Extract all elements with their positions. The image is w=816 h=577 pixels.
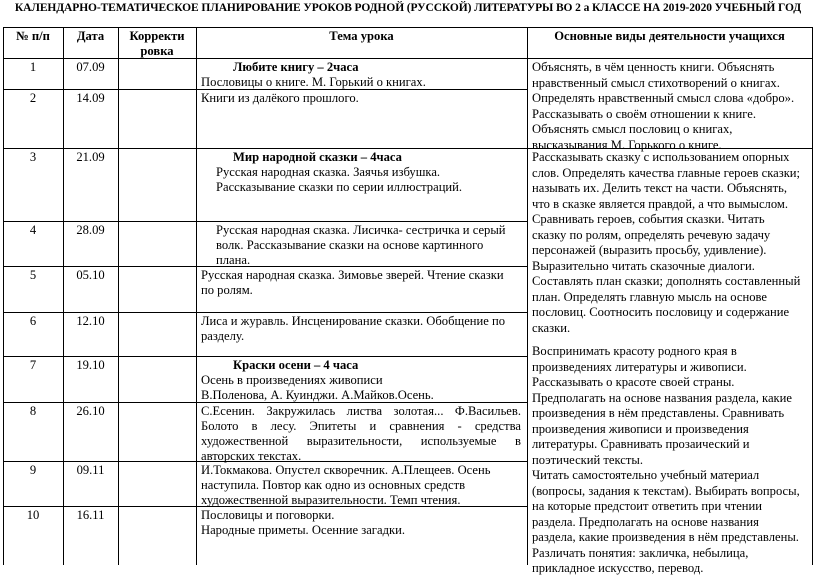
activity-line: Предполагать на основе названия раздела, какие xyxy=(532,390,792,405)
header-activity: Основные виды деятельности учащихся xyxy=(554,29,785,43)
activity-line: что в сказке является правдой, а что вымыслом. xyxy=(532,196,789,211)
row-date: 19.10 xyxy=(76,358,105,372)
activity-block-1 xyxy=(532,60,812,153)
row-date: 28.09 xyxy=(76,223,105,237)
activity-line: произведениях литературы и живописи. xyxy=(532,359,747,374)
topic-line: художественной выразительности. Темп чтения. xyxy=(201,493,461,507)
topic-line: Лиса и журавль. Инсценирование сказки. Обобщение по xyxy=(201,314,506,328)
section-heading: Любите книгу – 2часа xyxy=(233,60,359,74)
row-date: 12.10 xyxy=(76,314,105,328)
activity-line: сказку по ролям, определять речевую задачу xyxy=(532,227,771,242)
activity-line: поэтический тексты. xyxy=(532,452,644,467)
row-date: 26.10 xyxy=(76,404,105,418)
activity-line: называть их. Делить текст на части. Объяснять, xyxy=(532,181,787,195)
activity-line: Объяснять, в чём ценность книги. Объяснять xyxy=(532,60,775,74)
row-date: 16.11 xyxy=(76,508,105,522)
row-num: 5 xyxy=(29,268,37,282)
topic-line: С.Есенин. Закружилась листва золотая... Ф.Васильев. xyxy=(201,404,521,418)
header-date: Дата xyxy=(76,29,105,43)
topic-line: по ролям. xyxy=(201,283,253,297)
activity-line: нравственный смысл стихотворений о книгах. xyxy=(532,75,780,90)
topic-line: Болото в лесу. Эпитеты и сравнения - средства xyxy=(201,419,521,433)
row-num: 2 xyxy=(29,91,37,105)
row-num: 3 xyxy=(29,150,37,164)
row-date: 07.09 xyxy=(76,60,105,74)
activity-line: план. Определять главную мысль на основе xyxy=(532,289,767,304)
activity-line: Рассказывать о своём отношении к книге. xyxy=(532,106,756,121)
activity-line: Воспринимать красоту родного края в xyxy=(532,344,737,358)
row-num: 9 xyxy=(29,463,37,477)
activity-line: на которые предстоит ответить при чтении xyxy=(532,499,763,513)
activity-line: прикладное искусство, перевод. xyxy=(532,561,704,575)
page-title: КАЛЕНДАРНО-ТЕМАТИЧЕСКОЕ ПЛАНИРОВАНИЕ УРОКОВ РОДНОЙ (РУССКОЙ) ЛИТЕРАТУРЫ ВО 2 а КЛАССЕ НА 2019-2020 УЧЕБНЫЙ ГОД xyxy=(14,2,802,14)
topic-line: Книги из далёкого прошлого. xyxy=(201,91,359,105)
topic-line: Пословицы о книге. М. Горький о книгах. xyxy=(201,75,426,89)
section-heading: Краски осени – 4 часа xyxy=(233,358,359,372)
topic-line: Рассказывание сказки по серии иллюстраций. xyxy=(216,180,463,194)
activity-line: Рассказывать о красоте своей страны. xyxy=(532,375,735,389)
topic-line: Русская народная сказка. Зимовье зверей. Чтение сказки xyxy=(201,268,504,282)
activity-line: персонажей (выразить просьбу, удивление). xyxy=(532,243,767,257)
topic-line: И.Токмакова. Опустел скворечник. А.Плещеев. Осень xyxy=(201,463,491,477)
header-correction-line2: ровка xyxy=(140,44,174,58)
row-num: 8 xyxy=(29,404,37,418)
topic-line: Русская народная сказка. Лисичка- сестричка и серый xyxy=(216,223,506,237)
activity-line: слов. Определять качества главные героев сказки; xyxy=(532,165,801,180)
topic-line: Русская народная сказка. Заячья избушка. xyxy=(216,165,441,179)
topic-line: волк. Рассказывание сказки на основе картинного xyxy=(216,238,484,252)
topic-line: авторских текстах. xyxy=(201,449,302,463)
header-num: № п/п xyxy=(16,29,50,43)
topic-line: наступила. Повтор как одно из основных средств xyxy=(201,478,466,492)
activity-line: Читать самостоятельно учебный материал xyxy=(532,468,760,482)
activity-block-3 xyxy=(532,344,812,577)
activity-line: пословиц. Соотносить пословицу и содержание xyxy=(532,305,790,319)
row-num: 1 xyxy=(29,60,37,74)
activity-line: высказывания М. Горького о книге. xyxy=(532,137,722,152)
row-date: 14.09 xyxy=(76,91,105,105)
row-num: 10 xyxy=(26,508,40,522)
activity-line: Выразительно читать сказочные диалоги. xyxy=(532,258,755,273)
activity-line: литературы. Сравнивать прозаический и xyxy=(532,437,750,451)
activity-line: Составлять план сказки; дополнять составленный xyxy=(532,274,801,288)
activity-line: Рассказывать сказку с использованием опорных xyxy=(532,150,790,164)
row-date: 21.09 xyxy=(76,150,105,164)
activity-line: Различать понятия: закличка, небылица, xyxy=(532,545,749,560)
activity-line: Определять нравственный смысл слова «добро». xyxy=(532,91,795,105)
section-heading: Мир народной сказки – 4часа xyxy=(233,150,402,164)
header-topic: Тема урока xyxy=(329,29,394,43)
activity-line: Сравнивать героев, события сказки. Читать xyxy=(532,212,765,226)
activity-line: (вопросы, задания к текстам). Выбирать вопросы, xyxy=(532,483,800,498)
row-num: 7 xyxy=(29,358,37,372)
topic-line: Осень в произведениях живописи xyxy=(201,373,383,387)
activity-line: Объяснять смысл пословиц о книгах, xyxy=(532,122,733,136)
topic-line: разделу. xyxy=(201,329,245,343)
activity-line: произведения живописи и произведения xyxy=(532,421,749,436)
activity-line: сказки. xyxy=(532,320,571,335)
topic-line: художественной выразительности, используемые в xyxy=(201,434,521,448)
activity-line: раздела, какие произведения в нём представлены. xyxy=(532,530,799,544)
row-num: 4 xyxy=(29,223,37,237)
row-date: 09.11 xyxy=(76,463,105,477)
header-correction-line1: Корректи xyxy=(129,29,185,43)
activity-line: произведения в нём представлены. Сравнивать xyxy=(532,406,785,420)
activity-line: раздела. Предполагать на основе названия xyxy=(532,514,759,529)
topic-line: плана. xyxy=(216,253,251,267)
topic-line: В.Поленова, А. Куинджи. А.Майков.Осень. xyxy=(201,388,434,402)
topic-line: Народные приметы. Осенние загадки. xyxy=(201,523,405,537)
row-date: 05.10 xyxy=(76,268,105,282)
row-num: 6 xyxy=(29,314,37,328)
activity-block-2 xyxy=(532,150,812,336)
topic-line: Пословицы и поговорки. xyxy=(201,508,335,522)
